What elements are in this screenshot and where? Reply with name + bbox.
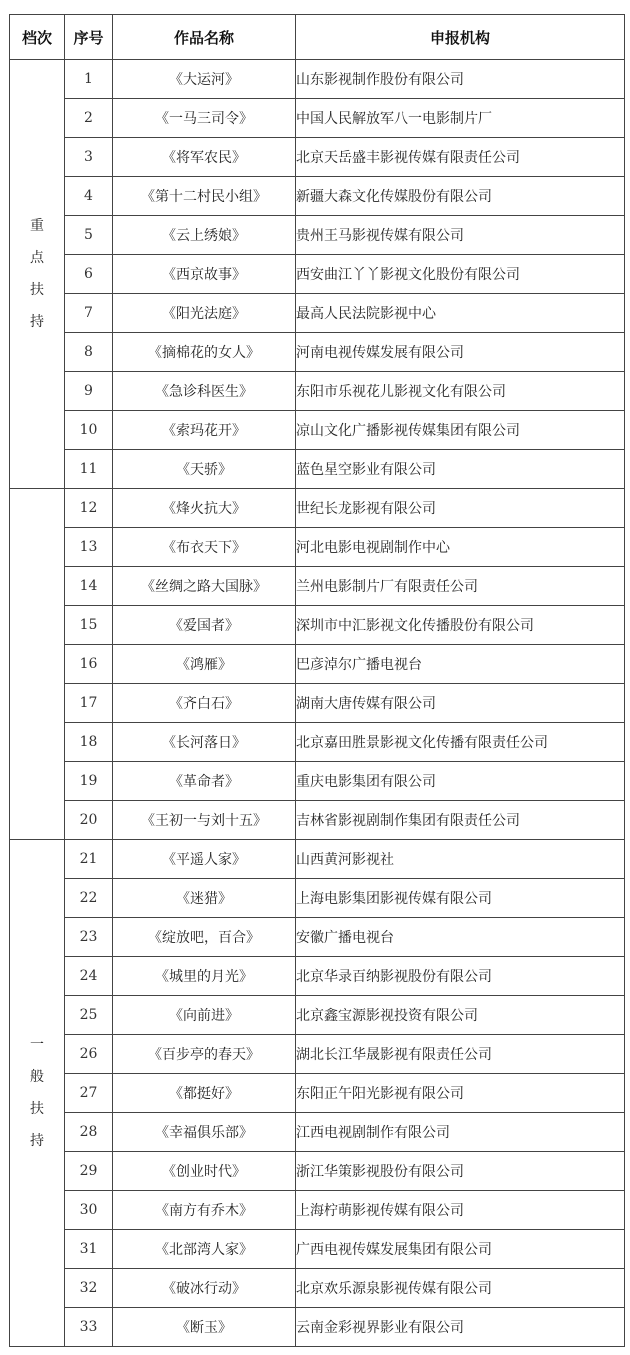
table-row: [10, 879, 625, 918]
table-row: [10, 567, 625, 606]
table-row: [10, 177, 625, 216]
tier-char: 般: [30, 1069, 44, 1085]
table-row: [10, 1191, 625, 1230]
tier-char: 重: [30, 218, 44, 234]
table-row: [10, 333, 625, 372]
tier-cell: [10, 489, 65, 840]
work-title: 《幸福俱乐部》: [113, 1113, 296, 1152]
tier-cell: [10, 840, 65, 1347]
applicant-organization: 北京华录百纳影视股份有限公司: [296, 957, 625, 996]
work-title: 《天骄》: [113, 450, 296, 489]
applicant-organization: 广西电视传媒发展集团有限公司: [296, 1230, 625, 1269]
table-row: [10, 996, 625, 1035]
applicant-organization: 重庆电影集团有限公司: [296, 762, 625, 801]
row-number: 10: [65, 411, 113, 450]
row-number: 26: [65, 1035, 113, 1074]
table-row: [10, 372, 625, 411]
work-title: 《一马三司令》: [113, 99, 296, 138]
work-title: 《平遥人家》: [113, 840, 296, 879]
applicant-organization: 兰州电影制片厂有限责任公司: [296, 567, 625, 606]
row-number: 6: [65, 255, 113, 294]
applicant-organization: 吉林省影视剧制作集团有限责任公司: [296, 801, 625, 840]
work-title: 《南方有乔木》: [113, 1191, 296, 1230]
row-number: 32: [65, 1269, 113, 1308]
row-number: 4: [65, 177, 113, 216]
work-title: 《向前进》: [113, 996, 296, 1035]
row-number: 28: [65, 1113, 113, 1152]
table-row: [10, 801, 625, 840]
work-title: 《丝绸之路大国脉》: [113, 567, 296, 606]
row-number: 3: [65, 138, 113, 177]
table-row: [10, 840, 625, 879]
work-title: 《爱国者》: [113, 606, 296, 645]
applicant-organization: 湖北长江华晟影视有限责任公司: [296, 1035, 625, 1074]
row-number: 16: [65, 645, 113, 684]
applicant-organization: 中国人民解放军八一电影制片厂: [296, 99, 625, 138]
applicant-organization: 新疆大森文化传媒股份有限公司: [296, 177, 625, 216]
work-title: 《烽火抗大》: [113, 489, 296, 528]
row-number: 31: [65, 1230, 113, 1269]
table-row: [10, 1152, 625, 1191]
applicant-organization: 蓝色星空影业有限公司: [296, 450, 625, 489]
row-number: 23: [65, 918, 113, 957]
applicant-organization: 东阳市乐视花儿影视文化有限公司: [296, 372, 625, 411]
table-row: [10, 723, 625, 762]
table-header: [10, 15, 625, 60]
work-title: 《断玉》: [113, 1308, 296, 1347]
work-title: 《索玛花开》: [113, 411, 296, 450]
applicant-organization: 凉山文化广播影视传媒集团有限公司: [296, 411, 625, 450]
row-number: 9: [65, 372, 113, 411]
work-title: 《破冰行动》: [113, 1269, 296, 1308]
applicant-organization: 东阳正午阳光影视有限公司: [296, 1074, 625, 1113]
tier-char: 持: [30, 1133, 44, 1149]
row-number: 30: [65, 1191, 113, 1230]
table-row: [10, 255, 625, 294]
table-row: [10, 411, 625, 450]
table-row: [10, 294, 625, 333]
table-row: [10, 489, 625, 528]
tier-char: 扶: [30, 282, 44, 298]
row-number: 33: [65, 1308, 113, 1347]
header-tier: 档次: [10, 15, 65, 60]
work-title: 《城里的月光》: [113, 957, 296, 996]
table-row: [10, 450, 625, 489]
row-number: 11: [65, 450, 113, 489]
table-row: [10, 138, 625, 177]
applicant-organization: 上海柠萌影视传媒有限公司: [296, 1191, 625, 1230]
row-number: 24: [65, 957, 113, 996]
row-number: 1: [65, 60, 113, 99]
table-row: [10, 606, 625, 645]
row-number: 14: [65, 567, 113, 606]
work-title: 《阳光法庭》: [113, 294, 296, 333]
row-number: 18: [65, 723, 113, 762]
row-number: 29: [65, 1152, 113, 1191]
row-number: 8: [65, 333, 113, 372]
applicant-organization: 世纪长龙影视有限公司: [296, 489, 625, 528]
header-number: 序号: [65, 15, 113, 60]
row-number: 7: [65, 294, 113, 333]
work-title: 《将军农民》: [113, 138, 296, 177]
applicant-organization: 河北电影电视剧制作中心: [296, 528, 625, 567]
work-title: 《急诊科医生》: [113, 372, 296, 411]
table-row: [10, 99, 625, 138]
table-row: [10, 1113, 625, 1152]
table-row: [10, 528, 625, 567]
work-title: 《长河落日》: [113, 723, 296, 762]
work-title: 《西京故事》: [113, 255, 296, 294]
row-number: 12: [65, 489, 113, 528]
work-title: 《王初一与刘十五》: [113, 801, 296, 840]
work-title: 《大运河》: [113, 60, 296, 99]
table-row: [10, 1308, 625, 1347]
applicant-organization: 上海电影集团影视传媒有限公司: [296, 879, 625, 918]
applicant-organization: 江西电视剧制作有限公司: [296, 1113, 625, 1152]
table-row: [10, 216, 625, 255]
work-title: 《北部湾人家》: [113, 1230, 296, 1269]
table-row: [10, 684, 625, 723]
work-title: 《齐白石》: [113, 684, 296, 723]
table-body: [10, 60, 625, 1347]
table-row: [10, 957, 625, 996]
table-row: [10, 1074, 625, 1113]
applicant-organization: 安徽广播电视台: [296, 918, 625, 957]
tier-char: 持: [30, 314, 44, 330]
row-number: 19: [65, 762, 113, 801]
applicant-organization: 山西黄河影视社: [296, 840, 625, 879]
row-number: 27: [65, 1074, 113, 1113]
header-organization: 申报机构: [296, 15, 625, 60]
applicant-organization: 北京天岳盛丰影视传媒有限责任公司: [296, 138, 625, 177]
funding-list-table: [9, 14, 625, 1347]
work-title: 《第十二村民小组》: [113, 177, 296, 216]
header-title: 作品名称: [113, 15, 296, 60]
tier-char: 点: [30, 250, 44, 266]
work-title: 《布衣天下》: [113, 528, 296, 567]
work-title: 《迷猎》: [113, 879, 296, 918]
row-number: 22: [65, 879, 113, 918]
tier-char: 扶: [30, 1101, 44, 1117]
work-title: 《云上绣娘》: [113, 216, 296, 255]
table-row: [10, 1035, 625, 1074]
applicant-organization: 北京鑫宝源影视投资有限公司: [296, 996, 625, 1035]
applicant-organization: 深圳市中汇影视文化传播股份有限公司: [296, 606, 625, 645]
table-row: [10, 60, 625, 99]
applicant-organization: 北京欢乐源泉影视传媒有限公司: [296, 1269, 625, 1308]
applicant-organization: 贵州王马影视传媒有限公司: [296, 216, 625, 255]
applicant-organization: 西安曲江丫丫影视文化股份有限公司: [296, 255, 625, 294]
work-title: 《革命者》: [113, 762, 296, 801]
row-number: 17: [65, 684, 113, 723]
work-title: 《创业时代》: [113, 1152, 296, 1191]
row-number: 21: [65, 840, 113, 879]
applicant-organization: 巴彦淖尔广播电视台: [296, 645, 625, 684]
work-title: 《都挺好》: [113, 1074, 296, 1113]
table-row: [10, 1269, 625, 1308]
tier-char: 一: [30, 1037, 44, 1053]
applicant-organization: 河南电视传媒发展有限公司: [296, 333, 625, 372]
work-title: 《鸿雁》: [113, 645, 296, 684]
applicant-organization: 云南金彩视界影业有限公司: [296, 1308, 625, 1347]
row-number: 25: [65, 996, 113, 1035]
applicant-organization: 最高人民法院影视中心: [296, 294, 625, 333]
header-row: [10, 15, 625, 60]
applicant-organization: 浙江华策影视股份有限公司: [296, 1152, 625, 1191]
applicant-organization: 湖南大唐传媒有限公司: [296, 684, 625, 723]
applicant-organization: 北京嘉田胜景影视文化传播有限责任公司: [296, 723, 625, 762]
work-title: 《百步亭的春天》: [113, 1035, 296, 1074]
row-number: 20: [65, 801, 113, 840]
table-row: [10, 645, 625, 684]
table-row: [10, 918, 625, 957]
row-number: 2: [65, 99, 113, 138]
work-title: 《摘棉花的女人》: [113, 333, 296, 372]
work-title: 《绽放吧，百合》: [113, 918, 296, 957]
table-row: [10, 1230, 625, 1269]
row-number: 5: [65, 216, 113, 255]
tier-cell: [10, 60, 65, 489]
applicant-organization: 山东影视制作股份有限公司: [296, 60, 625, 99]
row-number: 13: [65, 528, 113, 567]
table-row: [10, 762, 625, 801]
row-number: 15: [65, 606, 113, 645]
